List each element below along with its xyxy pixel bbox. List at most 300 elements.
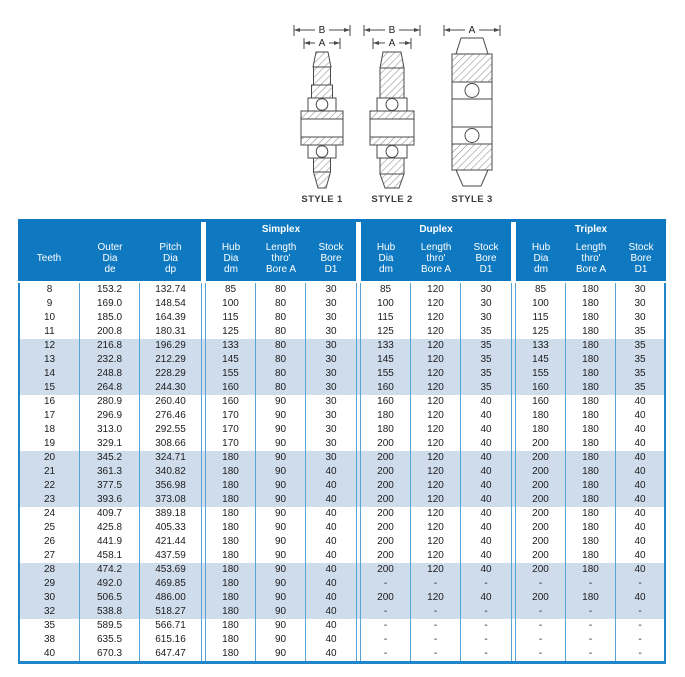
cell: 40: [325, 606, 337, 617]
table-row: [18, 381, 666, 395]
cell: 90: [256, 507, 306, 521]
style-2-label: STYLE 2: [371, 194, 413, 205]
cell: 313.0: [80, 423, 140, 437]
cell: -: [566, 619, 616, 633]
cell: 40: [480, 424, 492, 435]
style-2-figure: [347, 22, 437, 205]
cell: 40: [616, 465, 666, 479]
cell: 90: [256, 479, 306, 493]
cell: 125: [361, 325, 411, 339]
cell: 35: [616, 353, 666, 367]
cell: 30: [480, 312, 492, 323]
cell: 35: [480, 326, 492, 337]
column-header: Pitch Dia dp: [159, 241, 182, 275]
cell: 22: [18, 479, 80, 493]
cell: 538.8: [80, 605, 140, 619]
cell: 40: [480, 494, 492, 505]
cell: 90: [256, 535, 306, 549]
cell: 200: [361, 437, 411, 451]
cell: 615.16: [155, 634, 186, 645]
cell: 40: [616, 423, 666, 437]
cell: 40: [325, 536, 337, 547]
cell: 492.0: [80, 577, 140, 591]
cell: 180: [566, 367, 616, 381]
cell: 200: [516, 521, 566, 535]
cell: -: [484, 648, 488, 659]
cell: 32: [18, 605, 80, 619]
cell: 180: [566, 437, 616, 451]
cell: 90: [256, 465, 306, 479]
cell: 120: [411, 465, 461, 479]
table-row: [18, 647, 666, 661]
cell: 345.2: [80, 451, 140, 465]
cell: 35: [616, 367, 666, 381]
cell: 200: [516, 451, 566, 465]
cell: 35: [480, 382, 492, 393]
cell: 29: [18, 577, 80, 591]
cell: 35: [18, 619, 80, 633]
cell: 180: [566, 395, 616, 409]
cell: 133: [516, 339, 566, 353]
cell: 120: [411, 549, 461, 563]
cell: 120: [411, 563, 461, 577]
cell: -: [616, 647, 666, 661]
cell: 469.85: [155, 578, 186, 589]
cell: 30: [325, 424, 337, 435]
cell: 40: [616, 451, 666, 465]
svg-text:B: B: [318, 25, 326, 36]
cell: 180: [206, 633, 256, 647]
cell: 120: [411, 409, 461, 423]
cell: 276.46: [155, 410, 186, 421]
cell: 35: [616, 325, 666, 339]
cell: 329.1: [80, 437, 140, 451]
table-row: [18, 507, 666, 521]
cell: 635.5: [80, 633, 140, 647]
table-row: [18, 591, 666, 605]
cell: 40: [480, 466, 492, 477]
cell: 40: [325, 522, 337, 533]
cell: 200: [516, 507, 566, 521]
cell: 30: [325, 410, 337, 421]
cell: 40: [325, 648, 337, 659]
column-group-title: Triplex: [574, 224, 608, 235]
cell: 120: [411, 451, 461, 465]
cell: 200: [516, 549, 566, 563]
cell: 566.71: [155, 620, 186, 631]
cell: 180: [206, 535, 256, 549]
cell: 148.54: [155, 298, 186, 309]
cell: 185.0: [80, 311, 140, 325]
cell: 160: [361, 395, 411, 409]
cell: 155: [206, 367, 256, 381]
cell: 23: [18, 493, 80, 507]
cell: 120: [411, 437, 461, 451]
cell: 90: [256, 395, 306, 409]
column-header: Stock Bore D1: [473, 241, 499, 275]
cell: 25: [18, 521, 80, 535]
cell: 40: [616, 395, 666, 409]
cell: 15: [18, 381, 80, 395]
cell: 80: [256, 339, 306, 353]
cell: 170: [206, 437, 256, 451]
cell: 30: [325, 452, 337, 463]
cell: 132.74: [155, 284, 186, 295]
cell: 670.3: [80, 647, 140, 661]
cell: 180: [206, 521, 256, 535]
cell: 180: [566, 465, 616, 479]
cell: 180: [566, 311, 616, 325]
table-row: [18, 423, 666, 437]
cell: 169.0: [80, 297, 140, 311]
cell: 340.82: [155, 466, 186, 477]
cell: 292.55: [155, 424, 186, 435]
cell: 90: [256, 591, 306, 605]
table-row: [18, 367, 666, 381]
column-header: Outer Dia de: [97, 241, 123, 275]
table-row: [18, 325, 666, 339]
cell: 180: [566, 283, 616, 297]
cell: 17: [18, 409, 80, 423]
cell: 120: [411, 395, 461, 409]
cell: -: [516, 619, 566, 633]
cell: 180: [206, 591, 256, 605]
cell: 170: [206, 409, 256, 423]
cell: 30: [18, 591, 80, 605]
cell: 40: [325, 466, 337, 477]
cell: 28: [18, 563, 80, 577]
table-row: [18, 549, 666, 563]
cell: 647.47: [155, 648, 186, 659]
cell: 40: [616, 493, 666, 507]
cell: -: [484, 578, 488, 589]
svg-text:B: B: [388, 25, 396, 36]
table-row: [18, 339, 666, 353]
cell: 200: [361, 549, 411, 563]
cell: 120: [411, 591, 461, 605]
svg-text:A: A: [388, 38, 396, 49]
cell: 180: [566, 339, 616, 353]
cell: -: [566, 633, 616, 647]
table-row: [18, 451, 666, 465]
cell: 228.29: [155, 368, 186, 379]
cell: 40: [480, 396, 492, 407]
cell: 40: [616, 563, 666, 577]
table-row: [18, 311, 666, 325]
cell: 120: [411, 353, 461, 367]
cell: 21: [18, 465, 80, 479]
table-row: [18, 493, 666, 507]
cell: 35: [480, 368, 492, 379]
cell: 180: [516, 423, 566, 437]
cell: 200: [361, 507, 411, 521]
cell: 180: [566, 353, 616, 367]
table-row: [18, 395, 666, 409]
table-row: [18, 563, 666, 577]
table-row: [18, 465, 666, 479]
cell: 180: [361, 423, 411, 437]
cell: 35: [480, 354, 492, 365]
cell: 9: [18, 297, 80, 311]
cell: 160: [361, 381, 411, 395]
cell: 180.31: [155, 326, 186, 337]
cell: 90: [256, 605, 306, 619]
cell: 145: [206, 353, 256, 367]
cell: 80: [256, 353, 306, 367]
column-header: Length thro' Bore A: [420, 241, 452, 275]
cell: 409.7: [80, 507, 140, 521]
cell: 308.66: [155, 438, 186, 449]
style-3-label: STYLE 3: [451, 194, 493, 205]
cell: 180: [206, 577, 256, 591]
cell: 180: [206, 605, 256, 619]
cell: 85: [206, 283, 256, 297]
cell: 40: [325, 564, 337, 575]
sprocket-section: [301, 52, 343, 188]
cell: 120: [411, 339, 461, 353]
cell: 85: [361, 283, 411, 297]
cell: 180: [566, 521, 616, 535]
cell: 474.2: [80, 563, 140, 577]
cell: 160: [516, 395, 566, 409]
cell: 589.5: [80, 619, 140, 633]
svg-text:A: A: [468, 25, 476, 36]
cell: 212.29: [155, 354, 186, 365]
cell: 80: [256, 283, 306, 297]
sprocket-style-diagrams: [237, 6, 493, 206]
cell: 100: [206, 297, 256, 311]
cell: 393.6: [80, 493, 140, 507]
cell: 30: [325, 312, 337, 323]
cell: 125: [206, 325, 256, 339]
cell: 90: [256, 437, 306, 451]
cell: 200: [516, 563, 566, 577]
sprocket-data-table: [18, 219, 666, 664]
cell: 19: [18, 437, 80, 451]
cell: 120: [411, 311, 461, 325]
cell: 324.71: [155, 452, 186, 463]
cell: 30: [325, 438, 337, 449]
cell: 180: [206, 619, 256, 633]
dimension-line-b: [364, 25, 420, 36]
cell: 153.2: [80, 283, 140, 297]
cell: 200: [516, 591, 566, 605]
cell: -: [566, 605, 616, 619]
cell: 40: [325, 480, 337, 491]
cell: 180: [566, 493, 616, 507]
cell: 115: [516, 311, 566, 325]
cell: 90: [256, 423, 306, 437]
cell: 180: [206, 647, 256, 661]
cell: 40: [325, 592, 337, 603]
cell: 145: [361, 353, 411, 367]
column-header: Hub Dia dm: [531, 241, 551, 275]
cell: -: [566, 647, 616, 661]
dimension-line-a: [304, 38, 340, 49]
cell: 196.29: [155, 340, 186, 351]
cell: 232.8: [80, 353, 140, 367]
table-row: [18, 619, 666, 633]
cell: -: [361, 647, 411, 661]
cell: 40: [616, 507, 666, 521]
cell: 180: [206, 549, 256, 563]
table-body: [18, 283, 666, 664]
cell: 180: [566, 549, 616, 563]
cell: -: [484, 606, 488, 617]
cell: 85: [516, 283, 566, 297]
cell: 200: [361, 493, 411, 507]
table-row: [18, 479, 666, 493]
cell: 40: [325, 508, 337, 519]
cell: 180: [566, 535, 616, 549]
cell: 260.40: [155, 396, 186, 407]
table-row: [18, 633, 666, 647]
cell: 90: [256, 409, 306, 423]
cell: 180: [566, 563, 616, 577]
column-group-title: Duplex: [419, 224, 453, 235]
cell: 389.18: [155, 508, 186, 519]
cell: 133: [361, 339, 411, 353]
cell: 40: [325, 578, 337, 589]
cell: 40: [480, 564, 492, 575]
cell: 425.8: [80, 521, 140, 535]
cell: 180: [206, 465, 256, 479]
cell: 100: [361, 297, 411, 311]
cell: 373.08: [155, 494, 186, 505]
cell: 100: [516, 297, 566, 311]
cell: 40: [616, 479, 666, 493]
cell: 180: [566, 381, 616, 395]
table-header: [18, 219, 666, 281]
cell: 486.00: [155, 592, 186, 603]
column-group-title: [18, 222, 201, 235]
cell: 40: [480, 438, 492, 449]
cell: 40: [616, 409, 666, 423]
cell: 200: [516, 479, 566, 493]
cell: 120: [411, 367, 461, 381]
cell: 90: [256, 549, 306, 563]
cell: 120: [411, 521, 461, 535]
cell: 437.59: [155, 550, 186, 561]
cell: 180: [566, 451, 616, 465]
column-header: Teeth: [36, 252, 62, 264]
table-row: [18, 521, 666, 535]
cell: 200: [361, 521, 411, 535]
column-header: Stock Bore D1: [318, 241, 344, 275]
cell: -: [616, 619, 666, 633]
cell: 90: [256, 563, 306, 577]
cell: 200: [361, 479, 411, 493]
cell: 40: [325, 550, 337, 561]
cell: 180: [516, 409, 566, 423]
cell: 120: [411, 507, 461, 521]
cell: -: [616, 605, 666, 619]
cell: 11: [18, 325, 80, 339]
cell: 14: [18, 367, 80, 381]
cell: 133: [206, 339, 256, 353]
table-row: [18, 605, 666, 619]
cell: 200: [516, 437, 566, 451]
header-group-duplex: [361, 222, 511, 281]
cell: -: [411, 647, 461, 661]
cell: 296.9: [80, 409, 140, 423]
cell: 40: [480, 522, 492, 533]
cell: 200: [361, 465, 411, 479]
cell: 80: [256, 325, 306, 339]
table-row: [18, 437, 666, 451]
style-3-sprocket-drawing: [427, 22, 517, 190]
cell: 180: [566, 409, 616, 423]
cell: 30: [616, 311, 666, 325]
cell: 30: [325, 284, 337, 295]
cell: 115: [361, 311, 411, 325]
cell: 155: [516, 367, 566, 381]
cell: 377.5: [80, 479, 140, 493]
cell: 120: [411, 423, 461, 437]
cell: 30: [325, 396, 337, 407]
cell: 200: [516, 465, 566, 479]
table-row: [18, 577, 666, 591]
cell: 24: [18, 507, 80, 521]
cell: 12: [18, 339, 80, 353]
cell: 40: [616, 535, 666, 549]
dimension-line-a: [444, 25, 500, 36]
dimension-line-a: [373, 38, 411, 49]
table-row: [18, 353, 666, 367]
cell: 180: [566, 297, 616, 311]
cell: 200: [361, 591, 411, 605]
cell: 160: [206, 381, 256, 395]
cell: 90: [256, 647, 306, 661]
cell: -: [516, 633, 566, 647]
cell: 180: [566, 507, 616, 521]
cell: 180: [566, 591, 616, 605]
cell: 90: [256, 619, 306, 633]
style-2-sprocket-drawing: [347, 22, 437, 190]
cell: 40: [616, 549, 666, 563]
cell: 180: [566, 479, 616, 493]
table-row: [18, 409, 666, 423]
cell: 280.9: [80, 395, 140, 409]
cell: -: [361, 633, 411, 647]
cell: 200: [516, 493, 566, 507]
cell: 405.33: [155, 522, 186, 533]
cell: 30: [325, 354, 337, 365]
cell: 200.8: [80, 325, 140, 339]
cell: 30: [616, 283, 666, 297]
cell: 40: [480, 592, 492, 603]
cell: 170: [206, 423, 256, 437]
cell: 164.39: [155, 312, 186, 323]
cell: 120: [411, 479, 461, 493]
cell: -: [516, 577, 566, 591]
cell: 244.30: [155, 382, 186, 393]
cell: 200: [516, 535, 566, 549]
cell: 30: [325, 326, 337, 337]
header-group-simplex: [206, 222, 356, 281]
table-row: [18, 297, 666, 311]
cell: 35: [616, 381, 666, 395]
cell: 90: [256, 521, 306, 535]
cell: 40: [616, 591, 666, 605]
cell: 35: [480, 340, 492, 351]
cell: 200: [361, 535, 411, 549]
column-group-title: Simplex: [261, 224, 301, 235]
cell: 30: [325, 368, 337, 379]
svg-text:A: A: [318, 38, 326, 49]
cell: 356.98: [155, 480, 186, 491]
cell: 200: [361, 451, 411, 465]
